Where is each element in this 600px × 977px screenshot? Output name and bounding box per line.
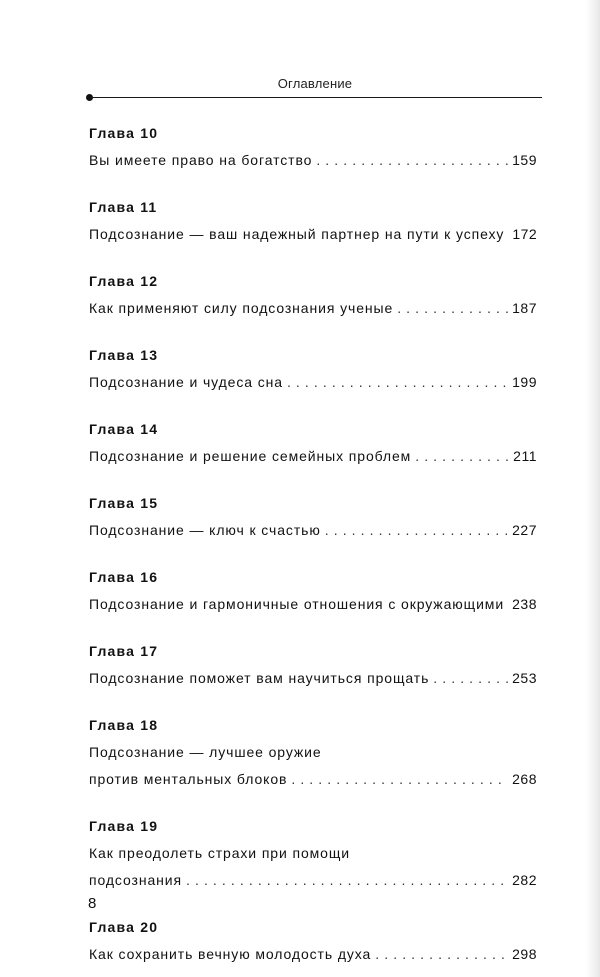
- chapter-title: Подсознание поможет вам научиться прощать: [89, 670, 430, 686]
- page-ref: 159: [512, 152, 537, 168]
- toc-entry: [89, 918, 537, 964]
- chapter-title: Подсознание — ключ к счастью: [89, 522, 321, 538]
- toc-line[interactable]: [89, 521, 537, 540]
- dot-leader: [375, 945, 508, 964]
- page-number: 8: [88, 895, 97, 912]
- toc-entry: [89, 817, 537, 890]
- page-ref: 268: [512, 771, 537, 787]
- toc-entry: [89, 420, 537, 466]
- page-ref: 282: [512, 872, 537, 888]
- toc-entry: [89, 494, 537, 540]
- chapter-title: Как сохранить вечную молодость духа: [89, 946, 372, 962]
- toc-line[interactable]: [89, 299, 537, 318]
- chapter-label: Глава 18: [89, 717, 159, 733]
- toc-line[interactable]: [89, 225, 537, 244]
- toc-entry: [89, 716, 537, 789]
- running-head: Оглавление: [277, 76, 353, 91]
- chapter-label: Глава 13: [89, 347, 159, 363]
- chapter-label: Глава 20: [89, 919, 159, 935]
- toc-entry: [89, 642, 537, 688]
- chapter-title-line: Подсознание — лучшее оружие: [89, 744, 322, 760]
- dot-leader: [433, 669, 508, 688]
- toc-entry: [89, 346, 537, 392]
- dot-leader: [287, 373, 508, 392]
- page-ref: 172: [512, 226, 538, 242]
- chapter-title: Подсознание и гармоничные отношения с окружающими: [89, 596, 505, 612]
- chapter-title: Подсознание и чудеса сна: [89, 374, 283, 390]
- page-ref: 298: [512, 946, 537, 962]
- chapter-title: Подсознание — ваш надежный партнер на пути к успеху: [89, 226, 505, 242]
- toc-line[interactable]: [89, 669, 537, 688]
- chapter-title: Подсознание и решение семейных проблем: [89, 448, 412, 464]
- chapter-label: Глава 11: [89, 199, 158, 215]
- toc-line[interactable]: [89, 447, 537, 466]
- toc-line[interactable]: [89, 871, 537, 890]
- toc-line[interactable]: [89, 770, 537, 789]
- table-of-contents: [89, 124, 537, 977]
- header-rule: [90, 97, 542, 98]
- chapter-title: Вы имеете право на богатство: [89, 152, 313, 168]
- page-ref: 199: [512, 374, 537, 390]
- page-ref: 253: [512, 670, 537, 686]
- dot-leader: [415, 447, 509, 466]
- chapter-label: Глава 10: [89, 125, 159, 141]
- dot-leader: [397, 299, 508, 318]
- chapter-label: Глава 19: [89, 818, 159, 834]
- toc-line[interactable]: [89, 595, 537, 614]
- toc-line[interactable]: [89, 945, 537, 964]
- chapter-title: против ментальных блоков: [89, 771, 288, 787]
- dot-leader: [316, 151, 508, 170]
- toc-entry: [89, 568, 537, 614]
- page-ref: 211: [513, 448, 537, 464]
- toc-entry: [89, 272, 537, 318]
- page-ref: 187: [512, 300, 537, 316]
- dot-leader: [291, 770, 508, 789]
- page-ref: 238: [512, 596, 537, 612]
- chapter-label: Глава 16: [89, 569, 159, 585]
- chapter-label: Глава 14: [89, 421, 159, 437]
- page-ref: 227: [512, 522, 537, 538]
- chapter-label: Глава 15: [89, 495, 159, 511]
- toc-line[interactable]: [89, 151, 537, 170]
- dot-leader: [186, 871, 508, 890]
- toc-entry: [89, 198, 537, 244]
- chapter-label: Глава 12: [89, 273, 159, 289]
- toc-entry: [89, 124, 537, 170]
- chapter-title: Как применяют силу подсознания ученые: [89, 300, 394, 316]
- page-edge-shadow: [586, 0, 600, 977]
- toc-line[interactable]: [89, 373, 537, 392]
- chapter-label: Глава 17: [89, 643, 159, 659]
- chapter-title-line: Как преодолеть страхи при помощи: [89, 845, 351, 861]
- chapter-title: подсознания: [89, 872, 182, 888]
- dot-leader: [325, 521, 508, 540]
